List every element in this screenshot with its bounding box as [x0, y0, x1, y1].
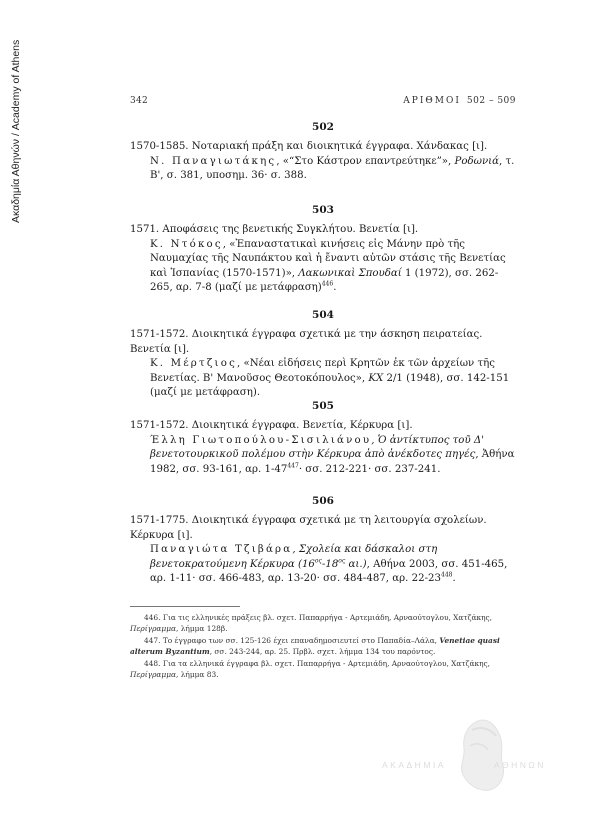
entry-number: 502 — [312, 121, 334, 133]
citation-title: , «Νέαι εἰδήσεις περὶ Κρητῶν ἐκ τῶν ἀρχείων τῆς Βενετίας. Β' Μανοῦσος Θεοτοκόπουλος», — [150, 358, 495, 384]
citation-end: . — [452, 573, 456, 585]
entry-description: 1570-1585. Νοταριακή πράξη και διοικητικά έγγραφα. Χάνδακας [ι]. — [130, 141, 488, 153]
footnote-italic: Περίγραμμα — [130, 623, 177, 633]
footnote-text: Για τα ελληνικά έγγραφα βλ. σχετ. Παπαρρήγα - Αρτεμιάδη, Αρναούτογλου, Χατζάκης, — [160, 659, 491, 669]
entry-number: 504 — [312, 309, 334, 321]
citation-title: , Ὁ ἀντίκτυπος τοῦ Δ' βενετοτουρκικοῦ πολέμου στὴν Κέρκυρα ἀπὸ ἀνέκδοτες πηγές — [150, 434, 485, 461]
footnotes — [130, 613, 516, 683]
footnote-italic: Venetiae quasi alterum Byzantium — [130, 636, 500, 656]
citation-title: , «“Στο Κάστρον επαντρεύτηκε”», — [276, 155, 455, 167]
footnote-448 — [130, 659, 516, 680]
footnote-ref[interactable]: 446 — [321, 280, 334, 288]
citation-rest: , τ. Β', σ. 381, υποσημ. 36· σ. 388. — [150, 155, 515, 182]
entry-505 — [130, 399, 516, 477]
entry-citation — [150, 357, 516, 400]
footnote-number: 447. — [144, 636, 161, 646]
footnote-ref[interactable]: 447 — [287, 462, 299, 470]
entry-number: 506 — [312, 495, 334, 507]
title-sup-a: ος — [314, 557, 322, 565]
footnote-divider — [130, 606, 240, 607]
footnote-italic: Περίγραμμα — [130, 669, 177, 679]
entry-number: 503 — [312, 204, 334, 216]
citation-author: Έλλη Γιωτοπούλου-Σισιλιάνου — [150, 434, 372, 446]
running-title — [403, 96, 516, 106]
citation-rest: , Ἀθήνα 1982, σσ. 93-161, αρ. 1-47 — [150, 449, 515, 475]
entry-description: 1571-1775. Διοικητικά έγγραφα σχετικά με τη λειτουργία σχολείων. Κέρκυρα [ι]. — [130, 515, 487, 541]
running-title-text: ΑΡΙΘΜΟΙ — [403, 96, 461, 106]
citation-rest: 1 (1972), σσ. 262-265, αρ. 7-8 (μαζί με μετάφραση) — [150, 267, 499, 294]
footnote-447 — [130, 636, 516, 657]
citation-rest: , Αθήνα 2003, σσ. 451-465, αρ. 1-11· σσ. 466-483, αρ. 13-20· σσ. 484-487, αρ. 22-23 — [150, 558, 508, 585]
footnote-tail: , σσ. 243-244, αρ. 25. Πρβλ. σχετ. λήμμα 134 του παρόντος. — [209, 646, 436, 656]
athena-head-icon — [452, 716, 512, 796]
footnote-tail: , λήμμα 83. — [176, 669, 219, 679]
footnote-number: 448. — [144, 659, 161, 669]
citation-title: , «Ἐπαναστατικαὶ κινήσεις εἰς Μάνην πρὸ τῆς Ναυμαχίας τῆς Ναυπάκτου καὶ ἡ ἔναντι αὐτῶν στάσις τῆς Βενετίας καὶ Ἰσπανίας (1570-1571)», — [150, 238, 506, 279]
entry-504 — [130, 308, 516, 400]
footnote-number: 446. — [144, 613, 161, 622]
entry-range: 502 – 509 — [466, 96, 516, 106]
archive-side-label: Ακαδημία Αθηνών / Academy of Athens — [10, 40, 22, 224]
citation-end: . — [333, 282, 337, 294]
entry-citation — [150, 434, 516, 477]
entry-502 — [130, 120, 516, 184]
entry-citation — [150, 543, 516, 586]
footnote-ref[interactable]: 448 — [441, 571, 453, 579]
citation-author: Κ. Μέρτζιος — [150, 358, 237, 370]
title-part-a: , Σχολεία και δάσκαλοι στη βενετοκρατούμενη Κέρκυρα (16 — [150, 544, 438, 570]
footnote-446 — [130, 613, 516, 634]
entry-description: 1571. Αποφάσεις της βενετικής Συγκλήτου. Βενετία [ι]. — [130, 224, 419, 236]
page-number: 342 — [130, 96, 149, 106]
watermark-right-text: ΑΘΗΝΩΝ — [494, 760, 546, 770]
entry-description: 1571-1572. Διοικητικά έγγραφα. Βενετία, Κέρκυρα [ι]. — [130, 420, 413, 432]
entry-506 — [130, 494, 516, 586]
footnote-tail: , λήμμα 128β. — [176, 623, 228, 633]
entry-citation — [150, 155, 516, 184]
citation-author: Παναγιώτα Τζιβάρα — [150, 544, 293, 556]
entry-number: 505 — [312, 400, 334, 412]
citation-rest: 2/1 (1948), σσ. 142-151 (μαζί με μετάφραση). — [150, 372, 510, 399]
citation-journal: Λακωνικαὶ Σπουδαί — [298, 267, 402, 279]
citation-author: Ν. Παναγιωτάκης — [150, 155, 277, 167]
entry-503 — [130, 203, 516, 295]
title-part-b: -18 — [321, 558, 339, 570]
citation-author: Κ. Ντόκος — [150, 238, 223, 250]
citation-rest-2: · σσ. 212-221· σσ. 237-241. — [298, 463, 441, 475]
footnote-text: Το έγγραφο των σσ. 125-126 έχει επαναδημοσιευτεί στο Παπαδία–Λάλα, — [160, 636, 440, 646]
watermark-left-text: ΑΚΑΔΗΜΙΑ — [382, 760, 446, 770]
title-part-c: αι.) — [345, 558, 367, 570]
citation-journal: Ροδωνιά — [454, 155, 500, 167]
entry-description: 1571-1572. Διοικητικά έγγραφα σχετικά με την άσκηση πειρατείας. Βενετία [ι]. — [130, 329, 483, 355]
entry-citation — [150, 238, 516, 296]
title-sup-b: ος — [338, 557, 346, 565]
citation-journal: ΚΧ — [368, 372, 384, 384]
footnote-text: Για τις ελληνικές πράξεις βλ. σχετ. Παπαρρήγα - Αρτεμιάδη, Αρναούτογλου, Χατζάκης, — [160, 613, 493, 622]
academy-watermark — [382, 712, 552, 802]
